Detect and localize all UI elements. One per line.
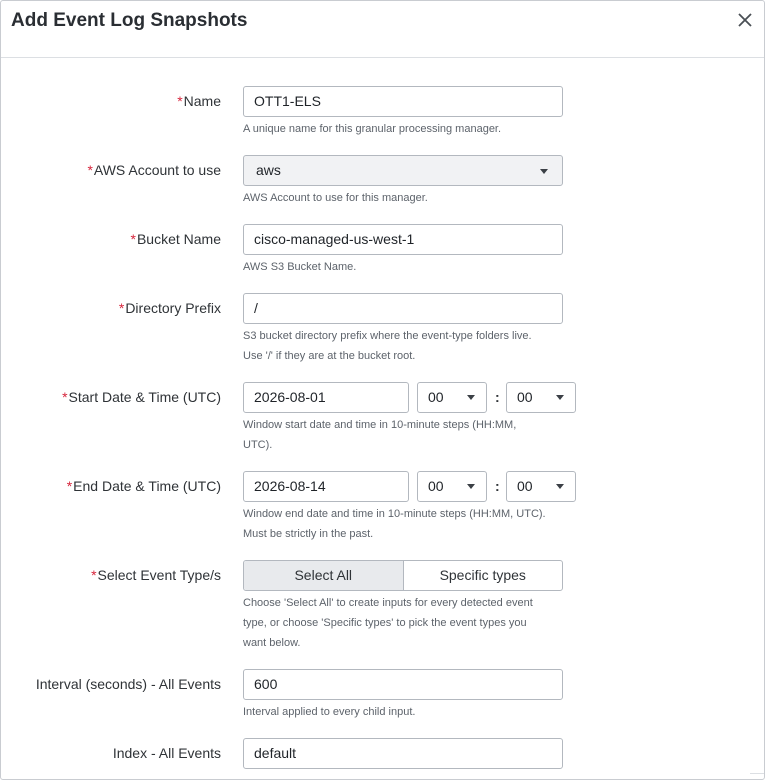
specific-types-button[interactable]: Specific types <box>439 567 526 583</box>
aws-account-help: AWS Account to use for this manager. <box>243 192 428 204</box>
directory-prefix-input[interactable]: / <box>243 293 563 324</box>
start-datetime-label: *Start Date & Time (UTC) <box>62 389 221 405</box>
chevron-down-icon <box>556 395 564 400</box>
interval-input[interactable]: 600 <box>243 669 563 700</box>
time-separator: : <box>495 389 500 405</box>
select-all-button[interactable]: Select All <box>244 561 404 590</box>
aws-account-select[interactable] <box>243 155 563 186</box>
event-type-label: *Select Event Type/s <box>91 567 221 583</box>
end-hour-value: 00 <box>428 478 444 494</box>
bucket-name-help: AWS S3 Bucket Name. <box>243 261 357 273</box>
required-marker: * <box>62 389 68 405</box>
required-marker: * <box>66 478 73 494</box>
end-datetime-label: *End Date & Time (UTC) <box>66 478 221 494</box>
chevron-down-icon <box>467 484 475 489</box>
chevron-down-icon <box>540 169 548 174</box>
time-separator: : <box>495 478 500 494</box>
start-datetime-help-1: Window start date and time in 10-minute steps (HH:MM, <box>243 419 517 431</box>
dialog-title: Add Event Log Snapshots <box>11 10 248 31</box>
end-datetime-help-1: Window end date and time in 10-minute steps (HH:MM, UTC). <box>243 508 546 520</box>
start-minute-value: 00 <box>517 389 533 405</box>
required-marker: * <box>118 300 125 316</box>
required-marker: * <box>91 567 97 583</box>
end-datetime-help-2: Must be strictly in the past. <box>243 528 374 540</box>
interval-help: Interval applied to every child input. <box>243 706 416 718</box>
name-help: A unique name for this granular processing manager. <box>243 123 502 135</box>
event-type-toggle <box>243 560 563 591</box>
required-marker: * <box>177 93 183 109</box>
end-date-input[interactable]: 2026-08-14 <box>243 471 409 502</box>
event-type-help-2: type, or choose 'Specific types' to pick the event types you <box>243 617 527 629</box>
aws-account-label: *AWS Account to use <box>87 162 221 178</box>
end-minute-select[interactable] <box>506 471 576 502</box>
start-date-input[interactable]: 2026-08-01 <box>243 382 409 413</box>
index-label: Index - All Events <box>112 745 221 761</box>
required-marker: * <box>87 162 93 178</box>
name-label: *Name <box>177 93 221 109</box>
close-button[interactable] <box>734 9 756 31</box>
chevron-down-icon <box>556 484 564 489</box>
end-hour-select[interactable] <box>417 471 487 502</box>
event-type-help-1: Choose 'Select All' to create inputs for every detected event <box>243 597 533 609</box>
start-minute-select[interactable] <box>506 382 576 413</box>
required-marker: * <box>130 231 136 247</box>
end-minute-value: 00 <box>517 478 533 494</box>
chevron-down-icon <box>467 395 475 400</box>
directory-prefix-help-2: Use '/' if they are at the bucket root. <box>243 350 416 362</box>
start-hour-select[interactable] <box>417 382 487 413</box>
name-input[interactable]: OTT1-ELS <box>243 86 563 117</box>
interval-label: Interval (seconds) - All Events <box>35 676 221 692</box>
start-hour-value: 00 <box>428 389 444 405</box>
dialog-header <box>1 1 764 58</box>
directory-prefix-label: *Directory Prefix <box>118 300 221 316</box>
event-type-help-3: want below. <box>243 637 301 649</box>
close-icon <box>738 13 752 27</box>
scroll-corner <box>750 773 764 779</box>
index-input[interactable]: default <box>243 738 563 769</box>
aws-account-value: aws <box>256 162 281 178</box>
directory-prefix-help-1: S3 bucket directory prefix where the event-type folders live. <box>243 330 532 342</box>
bucket-name-input[interactable]: cisco-managed-us-west-1 <box>243 224 563 255</box>
start-datetime-help-2: UTC). <box>243 439 273 451</box>
bucket-name-label: *Bucket Name <box>130 231 221 247</box>
